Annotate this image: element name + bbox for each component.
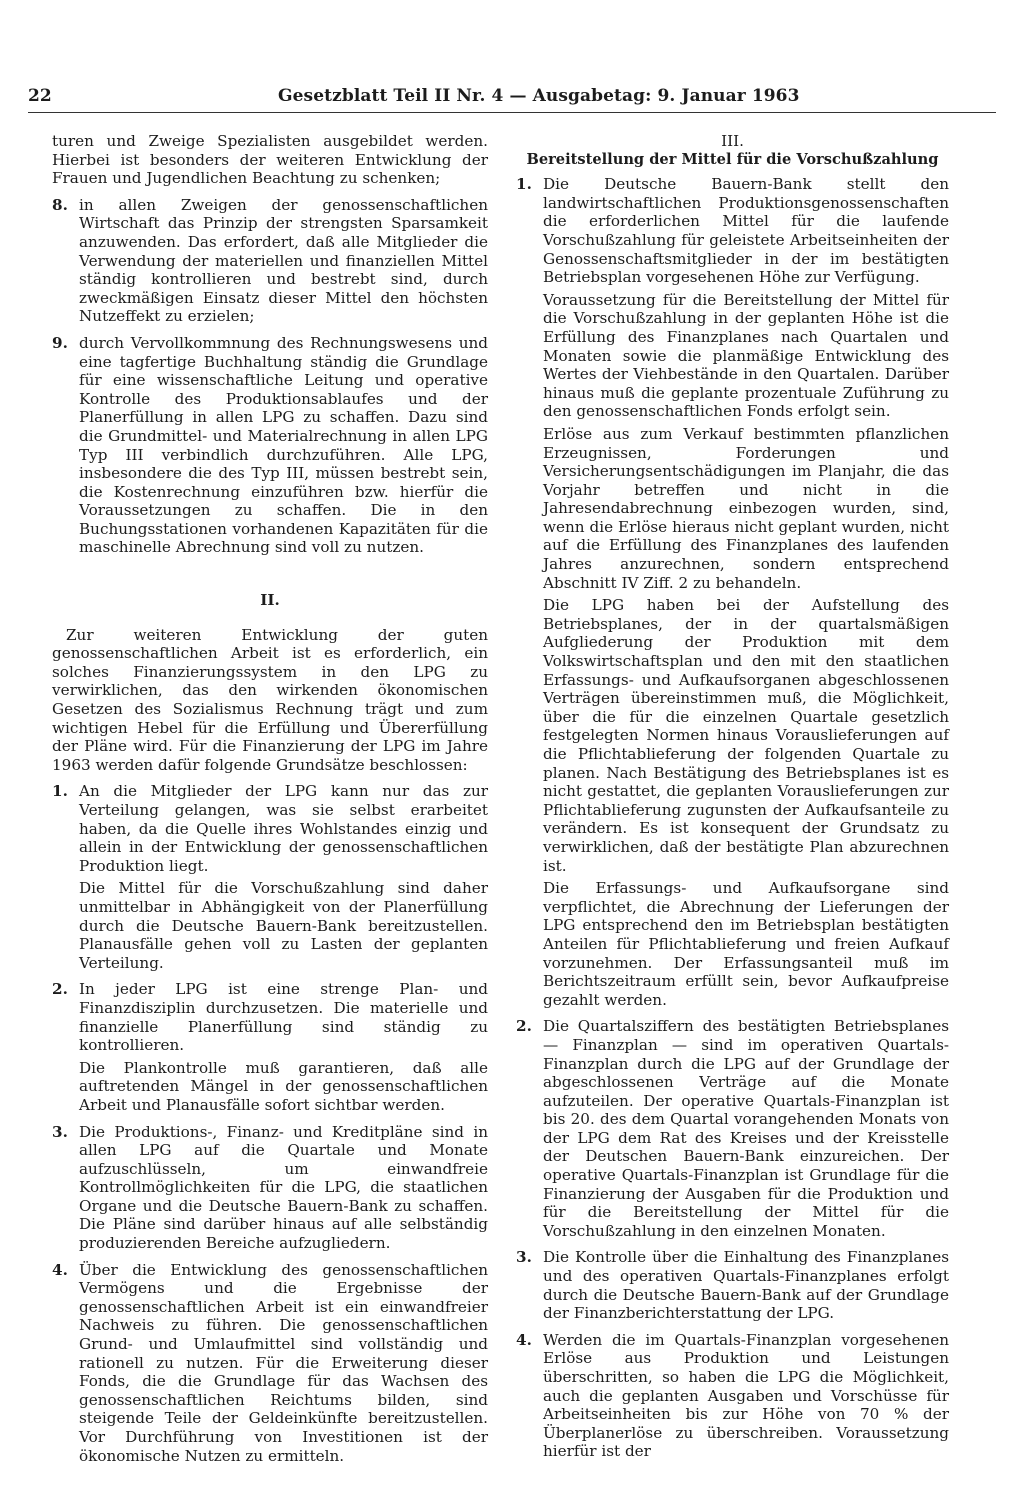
item-text: Erlöse aus zum Verkauf bestimmten pflanzlichen Erzeugnissen, Forderungen und Versicherungsentschädigungen im Planjahr, die das Vorjahr betreffen und nicht in die Jahresendabrechnung einbezogen wurden, sind, wenn die Erlöse hieraus nicht geplant wurden, nicht auf die Erfüllung des Finanzplanes des laufenden Jahres anzurechnen, sondern entsprechend Abschnitt IV Ziff. 2 zu behandeln. bbox=[543, 424, 949, 592]
section-heading: III. bbox=[721, 132, 744, 150]
item-number: 9. bbox=[52, 333, 68, 352]
item-text: Werden die im Quartals-Finanzplan vorgesehenen Erlöse aus Produktion und Leistungen überschritten, so haben die LPG die Möglichkeit, auch die geplanten Ausgaben und Vorschüsse für Arbeitseinheiten bis zur Höhe von 70 % der Überplanerlöse zu überschreiben. Voraussetzung hierfür ist der bbox=[543, 1330, 949, 1461]
continuation-paragraph: turen und Zweige Spezialisten ausgebildet werden. Hierbei ist besonders der weiteren Entwicklung der Frauen und Jugendlichen Beachtung zu schenken; bbox=[52, 132, 488, 188]
item-number: 2. bbox=[516, 1017, 532, 1036]
list-item bbox=[516, 175, 949, 1009]
list-item bbox=[52, 1261, 488, 1466]
page-header bbox=[28, 86, 996, 113]
list-item bbox=[516, 1017, 949, 1240]
list-item bbox=[52, 1123, 488, 1253]
item-number: 4. bbox=[52, 1260, 68, 1279]
list-item bbox=[52, 196, 488, 326]
item-text: Die Plankontrolle muß garantieren, daß alle auftretenden Mängel in der genossenschaftlichen Arbeit und Planausfälle sofort sichtbar werden. bbox=[79, 1058, 488, 1114]
item-text: durch Vervollkommnung des Rechnungswesens und eine tagfertige Buchhaltung ständig die Grundlage für eine wissenschaftliche Leitung und operative Kontrolle des Produktionsablaufes und der Planerfüllung in allen LPG zu schaffen. Dazu sind die Grundmittel- und Materialrechnung in allen LPG Typ III verbindlich durchzuführen. Alle LPG, insbesondere die des Typ III, müssen bestrebt sein, die Kostenrechnung einzuführen bzw. hierfür die Voraussetzungen zu schaffen. Die in den Buchungsstationen vorhandenen Kapazitäten für die maschinelle Abrechnung sind voll zu nutzen. bbox=[79, 333, 488, 557]
page-number: 22 bbox=[28, 86, 52, 106]
section-intro: Zur weiteren Entwicklung der guten genossenschaftlichen Arbeit ist es erforderlich, ein solches Finanzierungssystem in den LPG zu verwirklichen, das den wirkenden ökonomischen Gesetzen des Sozialismus Rechnung trägt und zum wichtigen Hebel für die Erfüllung und Übererfüllung der Pläne wird. Für die Finanzierung der LPG im Jahre 1963 werden dafür folgende Grundsätze beschlossen: bbox=[52, 625, 488, 774]
section-title: Bereitstellung der Mittel für die Vorschußzahlung bbox=[526, 150, 939, 168]
item-text: Die Quartalsziffern des bestätigten Betriebsplanes — Finanzplan — sind im operativen Quartals-Finanzplan durch die LPG auf der Grundlage der abgeschlossenen Verträge auf die Monate aufzuteilen. Der operative Quartals-Finanzplan ist bis 20. des dem Quartal vorangehenden Monats von der LPG dem Rat des Kreises und der Kreisstelle der Deutschen Bauern-Bank einzureichen. Der operative Quartals-Finanzplan ist Grundlage für die Finanzierung der Ausgaben für die Produktion und für die Bereitstellung der Mittel für die Vorschußzahlung in den einzelnen Monaten. bbox=[543, 1017, 949, 1240]
item-number: 1. bbox=[516, 175, 532, 194]
header-title: Gesetzblatt Teil II Nr. 4 — Ausgabetag: 9. Januar 1963 bbox=[278, 86, 800, 106]
item-number: 3. bbox=[516, 1248, 532, 1267]
item-text: in allen Zweigen der genossenschaftlichen Wirtschaft das Prinzip der strengsten Sparsamkeit anzuwenden. Das erfordert, daß alle Mitglieder die Verwendung der materiellen und finanziellen Mittel ständig kontrollieren und bestrebt sind, durch zweckmäßigen Einsatz dieser Mittel den höchsten Nutzeffekt zu erzielen; bbox=[79, 195, 488, 326]
item-text: Die Mittel für die Vorschußzahlung sind daher unmittelbar in Abhängigkeit von der Planerfüllung durch die Deutsche Bauern-Bank bereitzustellen. Planausfälle gehen voll zu Lasten der geplanten Verteilung. bbox=[79, 879, 488, 972]
item-text: Die LPG haben bei der Aufstellung des Betriebsplanes, der in der quartalsmäßigen Aufgliederung der Produktion mit dem Volkswirtschaftsplan und den mit den staatlichen Erfassungs- und Aufkaufsorganen abgeschlossenen Verträgen übereinstimmen muß, die Möglichkeit, über die für die einzelnen Quartale gesetzlich festgelegten Normen hinaus Vorauslieferungen auf die Pflichtablieferung der folgenden Quartale zu planen. Nach Bestätigung des Betriebsplanes ist es nicht gestattet, die geplanten Vorauslieferungen zur Pflichtablieferung zugunsten der Aufkaufsanteile zu verändern. Es ist konsequent der Grundsatz zu verwirklichen, daß der bestätigte Plan abzurechnen ist. bbox=[543, 596, 949, 875]
item-text: An die Mitglieder der LPG kann nur das zur Verteilung gelangen, was sie selbst erarbeitet haben, da die Quelle ihres Wohlstandes einzig und allein in der Entwicklung der genossenschaftlichen Produktion liegt. bbox=[79, 782, 488, 875]
right-column bbox=[516, 132, 949, 1461]
left-column bbox=[52, 132, 488, 1465]
list-item bbox=[52, 782, 488, 972]
item-text: Voraussetzung für die Bereitstellung der Mittel für die Vorschußzahlung in der geplanten Höhe ist die Erfüllung des Finanzplanes nach Quartalen und Monaten sowie die planmäßige Entwicklung des Wertes der Viehbestände in den Quartalen. Darüber hinaus muß die geplante prozentuale Zuführung zu den genossenschaftlichen Fonds erfolgt sein. bbox=[543, 290, 949, 421]
item-text: Über die Entwicklung des genossenschaftlichen Vermögens und die Ergebnisse der genossenschaftlichen Arbeit ist ein einwandfreier Nachweis zu führen. Die genossenschaftlichen Grund- und Umlaufmittel sind vollständig und rationell zu nutzen. Für die Erweiterung dieser Fonds, die die Grundlage für das Wachsen des genossenschaftlichen Reichtums bilden, sind steigende Teile der Geldeinkünfte bereitzustellen. Vor Durchführung von Investitionen ist der ökonomische Nutzen zu ermitteln. bbox=[79, 1260, 488, 1465]
item-text: In jeder LPG ist eine strenge Plan- und Finanzdisziplin durchzusetzen. Die materielle und finanzielle Planerfüllung sind ständig zu kontrollieren. bbox=[79, 980, 488, 1055]
list-item bbox=[516, 1248, 949, 1322]
list-item bbox=[52, 334, 488, 557]
item-number: 3. bbox=[52, 1122, 68, 1141]
item-number: 1. bbox=[52, 782, 68, 801]
item-number: 8. bbox=[52, 195, 68, 214]
list-item bbox=[52, 980, 488, 1114]
section-heading: II. bbox=[260, 591, 280, 610]
item-text: Die Erfassungs- und Aufkaufsorgane sind verpflichtet, die Abrechnung der Lieferungen der LPG entsprechend den im Betriebsplan bestätigten Anteilen für Pflichtablieferung und freien Aufkauf vorzunehmen. Der Erfassungsanteil muß im Berichtszeitraum erfüllt sein, bevor Aufkaufpreise gezahlt werden. bbox=[543, 879, 949, 1009]
item-number: 2. bbox=[52, 980, 68, 999]
list-item bbox=[516, 1331, 949, 1461]
item-text: Die Kontrolle über die Einhaltung des Finanzplanes und des operativen Quartals-Finanzplanes erfolgt durch die Deutsche Bauern-Bank auf der Grundlage der Finanzberichterstattung der LPG. bbox=[543, 1248, 949, 1323]
item-text: Die Deutsche Bauern-Bank stellt den landwirtschaftlichen Produktionsgenossenschaften die erforderlichen Mittel für die laufende Vorschußzahlung für geleistete Arbeitseinheiten der Genossenschaftsmitglieder in der im bestätigten Betriebsplan vorgesehenen Höhe zur Verfügung. bbox=[543, 175, 949, 287]
item-text: Die Produktions-, Finanz- und Kreditpläne sind in allen LPG auf die Quartale und Monate aufzuschlüsseln, um einwandfreie Kontrollmöglichkeiten für die LPG, die staatlichen Organe und die Deutsche Bauern-Bank zu schaffen. Die Pläne sind darüber hinaus auf alle selbständig produzierenden Bereiche aufzugliedern. bbox=[79, 1122, 488, 1253]
item-number: 4. bbox=[516, 1330, 532, 1349]
